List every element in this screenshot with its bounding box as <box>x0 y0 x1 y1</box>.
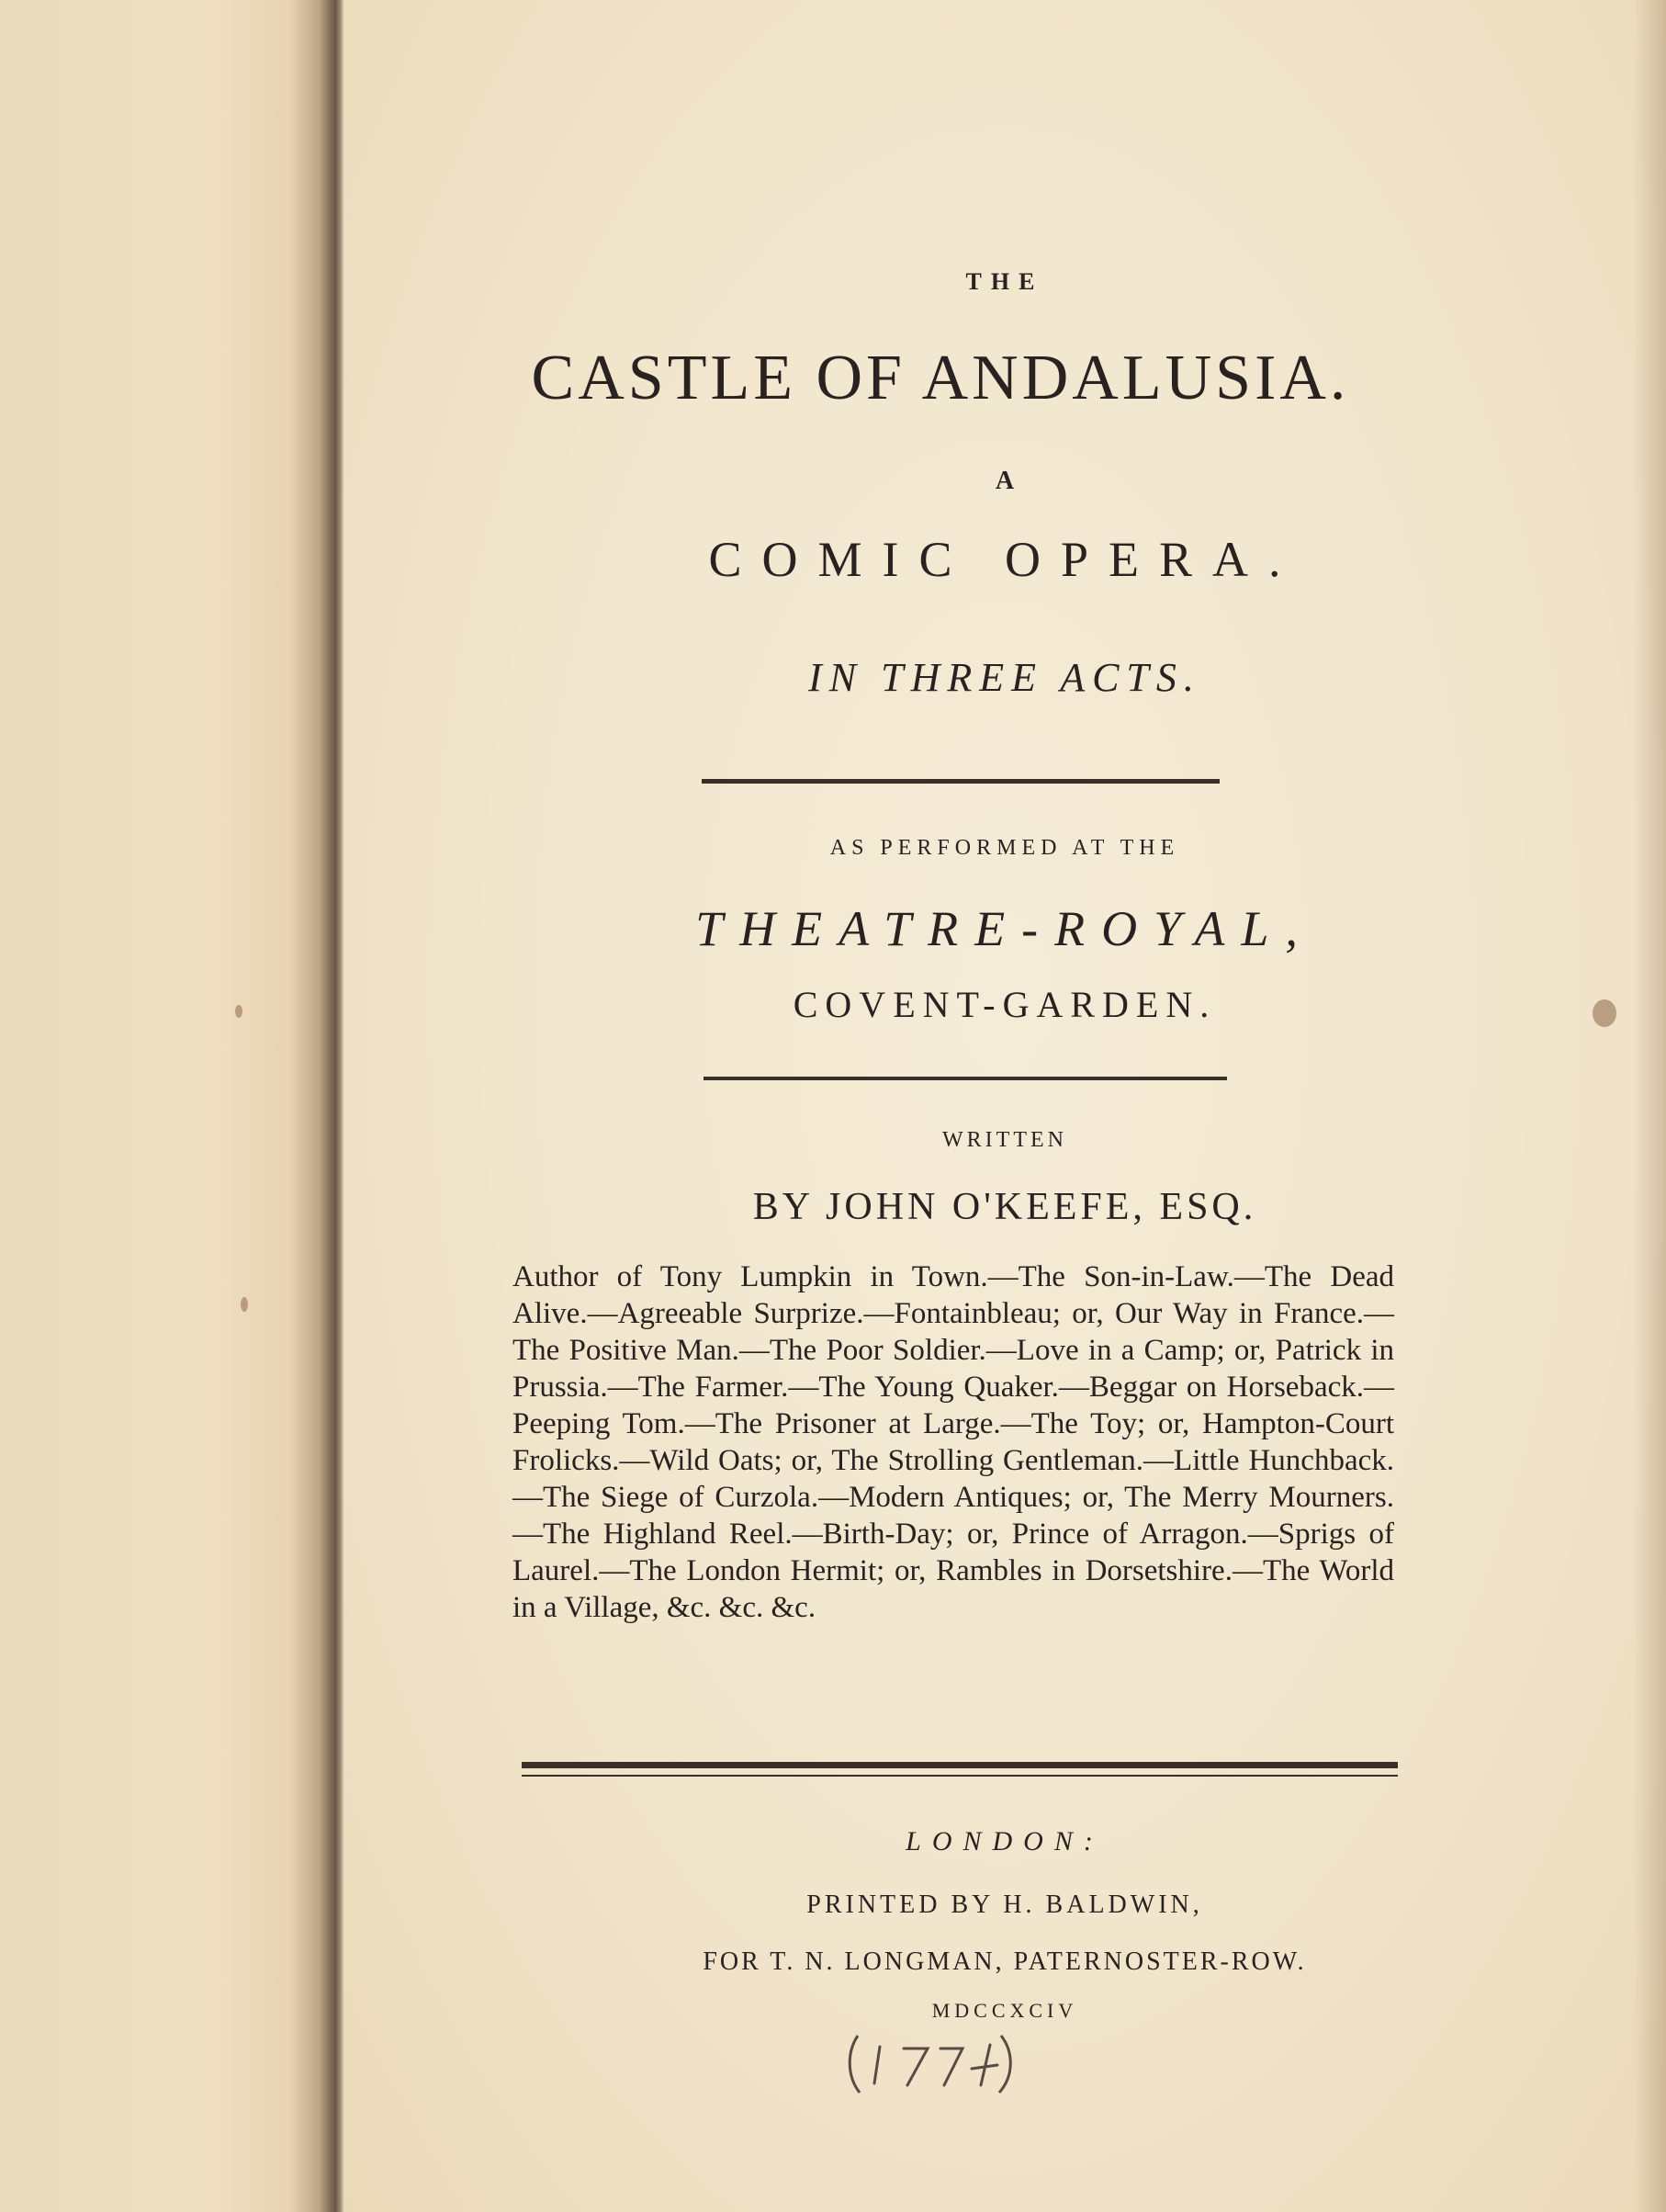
foxing-spot <box>235 1005 242 1018</box>
printer-line: PRINTED BY H. BALDWIN, <box>806 1890 1203 1919</box>
performed-line: AS PERFORMED AT THE <box>829 836 1180 860</box>
foxing-spot <box>241 1297 248 1312</box>
theatre-name: THEATRE-ROYAL, <box>695 901 1314 956</box>
double-rule-thick <box>522 1762 1398 1768</box>
divider-rule <box>702 779 1220 784</box>
imprint-year: MDCCXCIV <box>931 1999 1078 2022</box>
author-works-list: Author of Tony Lumpkin in Town.—The Son-in-Law.—The Dead Alive.—Agreeable Surprize.—Fontainbleau; or, Our Way in France.—The Positive Man.—The Poor Soldier.—Love in a Camp; or, Patrick in Prussia.—The Farmer.—The Young Quaker.—Beggar on Horseback.—Peeping Tom.—The Prisoner at Large.—The Toy; or, Hampton-Court Frolicks.—Wild Oats; or, The Strolling Gentleman.—Little Hunchback.—The Siege of Curzola.—Modern Antiques; or, The Merry Mourners.—The Highland Reel.—Birth-Day; or, Prince of Arragon.—Sprigs of Laurel.—The London Hermit; or, Rambles in Dorsetshire.—The World in a Village, &c. &c. &c. <box>512 1260 1394 1624</box>
imprint-city: LONDON: <box>906 1826 1104 1856</box>
double-rule-thin <box>522 1775 1398 1777</box>
book-gutter <box>290 0 343 2212</box>
genre-heading: COMIC OPERA. <box>708 532 1301 587</box>
title-article: A <box>995 467 1015 495</box>
main-title: CASTLE OF ANDALUSIA. <box>531 343 1350 413</box>
divider-rule <box>704 1077 1227 1080</box>
page-edge-shadow <box>1633 0 1666 2212</box>
written-label: WRITTEN <box>942 1128 1067 1152</box>
author-line: BY JOHN O'KEEFE, ESQ. <box>752 1186 1257 1228</box>
handwritten-year-annotation <box>843 2028 1018 2098</box>
acts-heading: IN THREE ACTS. <box>808 655 1201 700</box>
right-title-page <box>343 0 1666 2212</box>
publisher-line: FOR T. N. LONGMAN, PATERNOSTER-ROW. <box>703 1947 1307 1976</box>
title-the: THE <box>965 268 1044 295</box>
theatre-location: COVENT-GARDEN. <box>793 984 1217 1025</box>
